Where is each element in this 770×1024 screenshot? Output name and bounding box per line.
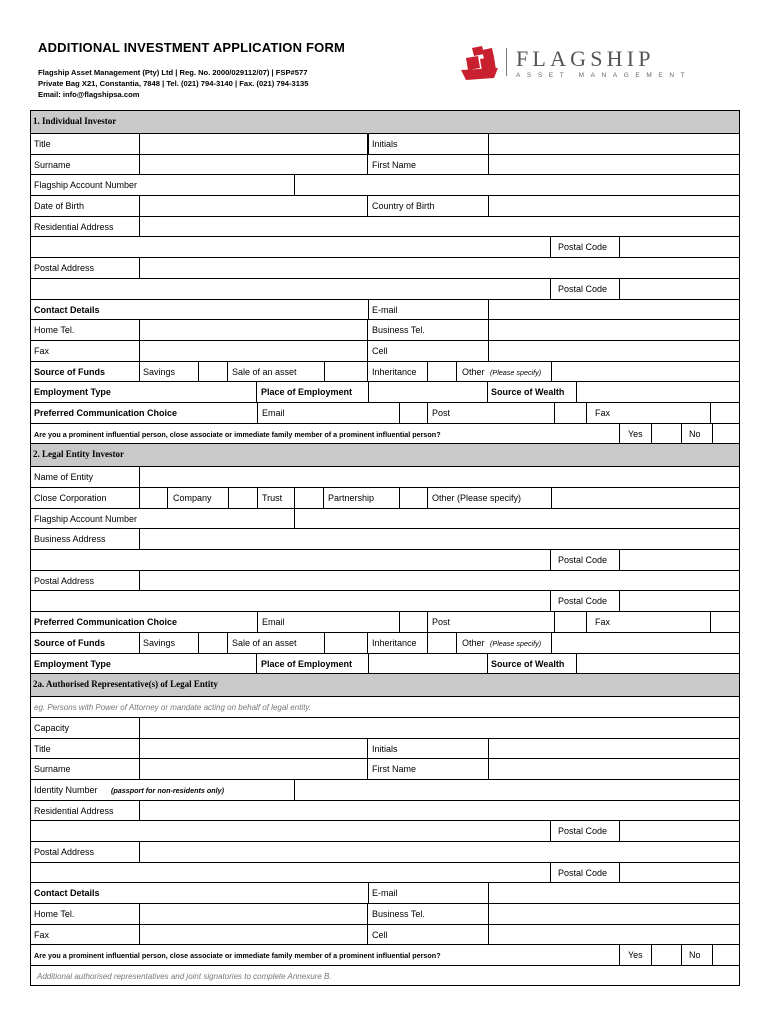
identity-number-row <box>30 780 740 801</box>
rep-initials-field[interactable] <box>488 739 740 759</box>
entity-sale-of-asset-checkbox[interactable] <box>324 633 368 653</box>
entity-employment-row <box>30 654 740 675</box>
pip-no-label: No <box>689 950 701 961</box>
entity-postal-line2-field[interactable] <box>31 591 551 611</box>
rep-pip-row <box>30 945 740 966</box>
preferred-comm-row <box>30 403 740 424</box>
section-legal-entity-investor <box>30 444 740 467</box>
residential-address-label: Residential Address <box>34 805 114 816</box>
entity-employment-type-field[interactable] <box>139 654 257 674</box>
logo-divider <box>506 48 507 76</box>
section-heading: 1. Individual Investor <box>33 116 117 126</box>
postal-code-label: Postal Code <box>558 555 608 566</box>
business-address-field[interactable] <box>139 529 740 549</box>
close-corp-checkbox[interactable] <box>139 488 168 508</box>
fax-field[interactable] <box>139 341 368 361</box>
fax-row <box>30 341 740 362</box>
section-authorised-representative <box>30 674 740 697</box>
application-form <box>30 110 740 986</box>
dob-field[interactable] <box>139 196 368 216</box>
rep-pip-yes-checkbox[interactable] <box>651 945 682 965</box>
home-tel-label: Home Tel. <box>34 909 75 920</box>
cell-field[interactable] <box>488 341 740 361</box>
name-of-entity-row <box>30 467 740 488</box>
comm-post-checkbox[interactable] <box>554 403 587 423</box>
residential-address-label: Residential Address <box>34 221 114 232</box>
source-of-funds-label: Source of Funds <box>34 637 106 648</box>
residential-postal-code-field[interactable] <box>619 237 740 257</box>
rep-residential-line2-field[interactable] <box>31 821 551 841</box>
company-email-line: Email: info@flagshipsa.com <box>38 90 140 99</box>
entity-source-of-wealth-field[interactable] <box>576 654 740 674</box>
source-of-funds-row <box>30 362 740 383</box>
employment-type-label: Employment Type <box>34 658 111 669</box>
pip-row <box>30 424 740 445</box>
rep-residential-postal-code-field[interactable] <box>619 821 740 841</box>
title-field[interactable] <box>139 134 368 154</box>
rep-email-field[interactable] <box>488 883 740 903</box>
contact-details-label: Contact Details <box>34 304 100 315</box>
postal-code-label: Postal Code <box>558 242 608 253</box>
footnote-row <box>30 966 740 986</box>
form-title: ADDITIONAL INVESTMENT APPLICATION FORM <box>38 40 346 55</box>
logo-subtitle: ASSET MANAGEMENT <box>516 72 692 79</box>
preferred-comm-label: Preferred Communication Choice <box>34 407 178 418</box>
sale-of-asset-checkbox[interactable] <box>324 362 368 382</box>
sale-of-asset-label: Sale of an asset <box>232 637 297 648</box>
account-number-field[interactable] <box>294 175 740 195</box>
entity-savings-checkbox[interactable] <box>198 633 228 653</box>
entity-account-row <box>30 509 740 530</box>
example-row <box>30 697 740 718</box>
rep-cell-field[interactable] <box>488 925 740 945</box>
residential-address-field[interactable] <box>139 217 740 237</box>
other-label: Other <box>462 366 485 377</box>
cell-label: Cell <box>372 345 388 356</box>
postal-address-field[interactable] <box>139 258 740 278</box>
capacity-label: Capacity <box>34 722 70 733</box>
ship-icon <box>458 44 502 84</box>
savings-label: Savings <box>143 366 176 377</box>
savings-label: Savings <box>143 637 176 648</box>
initials-field[interactable] <box>488 134 740 154</box>
postal-address-row <box>30 258 740 279</box>
contact-details-label: Contact Details <box>34 888 100 899</box>
home-tel-field[interactable] <box>139 320 368 340</box>
postal-address-label: Postal Address <box>34 847 95 857</box>
pip-no-checkbox[interactable] <box>712 424 740 444</box>
email-label: E-mail <box>372 888 398 899</box>
title-label: Title <box>34 743 51 754</box>
rep-title-row <box>30 739 740 760</box>
rep-residential-row <box>30 801 740 822</box>
postal-address-line2-field[interactable] <box>31 279 551 299</box>
flagship-logo <box>458 44 708 84</box>
savings-checkbox[interactable] <box>198 362 228 382</box>
postal-address-label: Postal Address <box>34 263 95 274</box>
rep-fax-row <box>30 925 740 946</box>
entity-postal-code-field[interactable] <box>619 591 740 611</box>
inheritance-label: Inheritance <box>372 366 417 377</box>
identity-number-field[interactable] <box>294 780 740 800</box>
name-of-entity-label: Name of Entity <box>34 472 94 483</box>
surname-label: Surname <box>34 159 71 170</box>
entity-postal-address-field[interactable] <box>139 571 740 591</box>
entity-source-of-funds-row <box>30 633 740 654</box>
entity-type-row <box>30 488 740 509</box>
place-of-employment-label: Place of Employment <box>261 658 353 669</box>
title-row <box>30 134 740 155</box>
account-number-label: Flagship Account Number <box>34 180 138 191</box>
entity-comm-fax-checkbox[interactable] <box>710 612 740 632</box>
dob-label: Date of Birth <box>34 201 85 212</box>
comm-email-label: Email <box>262 407 285 418</box>
entity-other-field[interactable] <box>551 488 740 508</box>
capacity-field[interactable] <box>139 718 740 738</box>
postal-code-label: Postal Code <box>558 283 608 294</box>
other-specify-label: Other (Please specify) <box>432 493 522 503</box>
business-postal-code-row <box>30 550 740 571</box>
trust-checkbox[interactable] <box>294 488 324 508</box>
entity-comm-post-checkbox[interactable] <box>554 612 587 632</box>
surname-row <box>30 155 740 176</box>
surname-field[interactable] <box>139 155 368 175</box>
business-address-row <box>30 529 740 550</box>
partnership-checkbox[interactable] <box>399 488 428 508</box>
employment-row <box>30 382 740 403</box>
section-individual-investor <box>30 111 740 134</box>
comm-email-label: Email <box>262 617 285 628</box>
rep-postal-line2-field[interactable] <box>31 863 551 883</box>
preferred-comm-label: Preferred Communication Choice <box>34 617 178 628</box>
pip-yes-label: Yes <box>628 428 643 439</box>
entity-inheritance-checkbox[interactable] <box>427 633 457 653</box>
rep-home-tel-row <box>30 904 740 925</box>
comm-post-label: Post <box>432 617 451 628</box>
other-specify-field[interactable] <box>551 362 740 382</box>
initials-label: Initials <box>372 139 398 149</box>
residential-address-row <box>30 217 740 238</box>
entity-preferred-comm-row <box>30 612 740 633</box>
postal-code-label: Postal Code <box>558 826 608 837</box>
please-specify-note: (Please specify) <box>490 367 542 377</box>
comm-post-label: Post <box>432 407 451 418</box>
business-address-label: Business Address <box>34 534 106 545</box>
inheritance-label: Inheritance <box>372 637 417 648</box>
postal-code-label: Postal Code <box>558 596 608 607</box>
comm-email-checkbox[interactable] <box>399 403 428 423</box>
sale-of-asset-label: Sale of an asset <box>232 366 297 377</box>
place-of-employment-field[interactable] <box>368 382 488 402</box>
entity-account-label: Flagship Account Number <box>34 513 138 524</box>
place-of-employment-label: Place of Employment <box>261 387 353 398</box>
postal-code-row <box>30 279 740 300</box>
first-name-label: First Name <box>372 764 417 775</box>
rep-first-name-field[interactable] <box>488 759 740 779</box>
other-label: Other <box>462 637 485 648</box>
comm-fax-checkbox[interactable] <box>710 403 740 423</box>
pip-no-label: No <box>689 428 701 439</box>
entity-comm-email-checkbox[interactable] <box>399 612 428 632</box>
rep-title-field[interactable] <box>139 739 368 759</box>
country-of-birth-label: Country of Birth <box>372 201 435 212</box>
company-info-line: Flagship Asset Management (Pty) Ltd | Reg. No. 2000/029112/07) | FSP#577 <box>38 68 308 77</box>
fax-label: Fax <box>34 929 50 940</box>
first-name-label: First Name <box>372 159 417 170</box>
postal-code-label: Postal Code <box>558 867 608 878</box>
business-tel-label: Business Tel. <box>372 325 425 336</box>
rep-residential-postal-row <box>30 821 740 842</box>
entity-postal-code-row <box>30 591 740 612</box>
rep-fax-field[interactable] <box>139 925 368 945</box>
country-of-birth-field[interactable] <box>488 196 740 216</box>
pip-yes-checkbox[interactable] <box>651 424 682 444</box>
pip-question: Are you a prominent influential person, close associate or immediate family member of a prominent influential person? <box>34 951 441 961</box>
entity-place-of-employment-field[interactable] <box>368 654 488 674</box>
rep-postal-address-row <box>30 842 740 863</box>
rep-contact-row <box>30 883 740 904</box>
identity-number-label: Identity Number <box>34 784 98 795</box>
email-field[interactable] <box>488 300 740 320</box>
footnote: Additional authorised representatives and joint signatories to complete Annexure B. <box>37 972 332 982</box>
business-tel-label: Business Tel. <box>372 909 425 920</box>
rep-surname-row <box>30 759 740 780</box>
home-tel-row <box>30 320 740 341</box>
initials-label: Initials <box>372 743 398 754</box>
entity-account-field[interactable] <box>294 509 740 529</box>
source-of-wealth-label: Source of Wealth <box>491 387 565 398</box>
surname-label: Surname <box>34 764 71 775</box>
residential-address-line2-field[interactable] <box>31 237 551 257</box>
section-heading: 2a. Authorised Representative(s) of Legal Entity <box>33 679 218 690</box>
close-corp-label: Close Corporation <box>34 493 107 503</box>
partnership-label: Partnership <box>328 493 375 503</box>
rep-postal-address-field[interactable] <box>139 842 740 862</box>
rep-pip-no-checkbox[interactable] <box>712 945 740 965</box>
entity-postal-address-row <box>30 571 740 592</box>
pip-question: Are you a prominent influential person, close associate or immediate family member of a prominent influential person? <box>34 429 441 439</box>
source-of-funds-label: Source of Funds <box>34 366 106 377</box>
section-heading: 2. Legal Entity Investor <box>33 449 124 460</box>
name-of-entity-field[interactable] <box>139 467 740 487</box>
inheritance-checkbox[interactable] <box>427 362 457 382</box>
company-checkbox[interactable] <box>228 488 258 508</box>
cell-label: Cell <box>372 929 388 940</box>
capacity-row <box>30 718 740 739</box>
contact-details-row <box>30 300 740 321</box>
employment-type-label: Employment Type <box>34 387 111 398</box>
dob-row <box>30 196 740 217</box>
entity-other-funds-field[interactable] <box>551 633 740 653</box>
fax-label: Fax <box>34 345 50 356</box>
rep-residential-field[interactable] <box>139 801 740 821</box>
identity-note: (passport for non-residents only) <box>111 785 225 795</box>
postal-code-field[interactable] <box>619 279 740 299</box>
comm-fax-label: Fax <box>595 617 611 628</box>
comm-fax-label: Fax <box>595 407 611 418</box>
first-name-field[interactable] <box>488 155 740 175</box>
rep-business-tel-field[interactable] <box>488 904 740 924</box>
home-tel-label: Home Tel. <box>34 325 75 336</box>
rep-postal-code-row <box>30 863 740 884</box>
company-label: Company <box>173 493 212 503</box>
rep-surname-field[interactable] <box>139 759 368 779</box>
company-address-line: Private Bag X21, Constantia, 7848 | Tel. (021) 794-3140 | Fax. (021) 794-3135 <box>38 79 309 88</box>
residential-postal-code-row <box>30 237 740 258</box>
trust-label: Trust <box>262 493 283 503</box>
postal-address-label: Postal Address <box>34 575 95 586</box>
business-postal-code-field[interactable] <box>619 550 740 570</box>
title-label: Title <box>34 139 51 149</box>
email-label: E-mail <box>372 304 398 315</box>
pip-yes-label: Yes <box>628 950 643 961</box>
rep-postal-code-field[interactable] <box>619 863 740 883</box>
account-number-row <box>30 175 740 196</box>
please-specify-note: (Please specify) <box>490 638 542 648</box>
example-note: eg. Persons with Power of Attorney or mandate acting on behalf of legal entity. <box>34 703 312 713</box>
rep-home-tel-field[interactable] <box>139 904 368 924</box>
source-of-wealth-field[interactable] <box>576 382 740 402</box>
employment-type-field[interactable] <box>139 382 257 402</box>
source-of-wealth-label: Source of Wealth <box>491 658 565 669</box>
logo-name: FLAGSHIP <box>516 46 655 71</box>
business-address-line2-field[interactable] <box>31 550 551 570</box>
business-tel-field[interactable] <box>488 320 740 340</box>
